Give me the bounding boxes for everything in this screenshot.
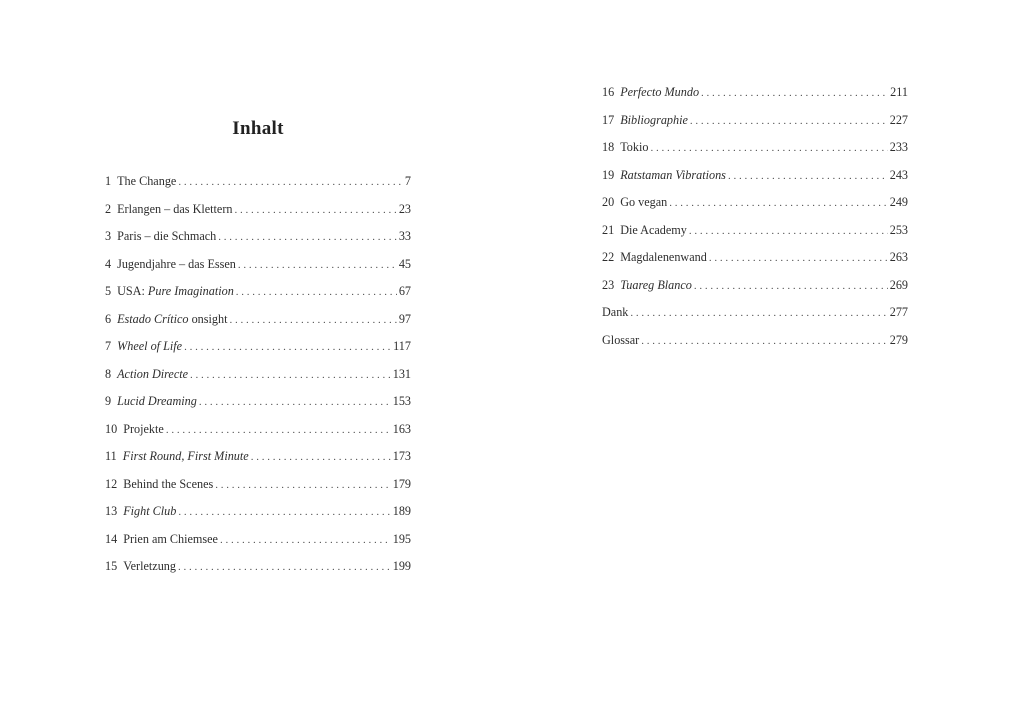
toc-list-left: [105, 170, 411, 583]
toc-entry[interactable]: [602, 136, 908, 164]
chapter-number: 11: [105, 449, 117, 463]
chapter-title: [123, 528, 218, 550]
chapter-number: 16: [602, 85, 615, 99]
chapter-number: 21: [602, 222, 615, 237]
chapter-title: [620, 109, 688, 131]
chapter-number: 2: [105, 201, 112, 216]
toc-entry[interactable]: [105, 280, 411, 308]
page-number: 243: [889, 167, 908, 182]
dot-leader: [178, 501, 390, 523]
toc-entry[interactable]: [105, 170, 411, 198]
page-number: 279: [889, 332, 908, 347]
chapter-title: [117, 280, 234, 302]
chapter-title: [117, 198, 232, 220]
dot-leader: [694, 275, 888, 297]
chapter-title: [123, 445, 249, 467]
chapter-title-suffix: onsight: [188, 311, 228, 326]
toc-entry[interactable]: [105, 555, 411, 583]
chapter-title-text: Magdalenenwand: [620, 250, 707, 264]
dot-leader: [728, 165, 888, 187]
chapter-title-text: Jugendjahre – das Essen: [117, 256, 236, 271]
chapter-number: 22: [602, 250, 615, 264]
toc-list-right: [602, 81, 908, 356]
page-number: 131: [392, 366, 411, 381]
chapter-title-text: First Round, First Minute: [122, 449, 249, 463]
chapter-title-text: Erlangen – das Klettern: [117, 201, 233, 216]
chapter-title: [123, 500, 176, 522]
chapter-title-text: Dank: [602, 305, 629, 319]
chapter-title: [117, 253, 236, 275]
dot-leader: [229, 309, 396, 331]
page-number: 23: [398, 201, 411, 216]
page-number: 233: [889, 140, 908, 154]
toc-heading: Inhalt: [232, 118, 284, 139]
page-number: 153: [392, 394, 411, 408]
dot-leader: [199, 391, 391, 413]
toc-entry[interactable]: [105, 198, 411, 226]
dot-leader: [220, 529, 391, 551]
chapter-title-text: Tokio: [620, 140, 649, 154]
page-number: 97: [398, 311, 411, 326]
chapter-title-prefix: USA:: [117, 284, 148, 298]
page-number: 195: [392, 531, 411, 546]
toc-entry[interactable]: [105, 473, 411, 501]
chapter-number: 23: [602, 277, 615, 292]
chapter-title: [620, 246, 707, 268]
chapter-number: 12: [105, 476, 118, 491]
chapter-title: [620, 191, 667, 213]
toc-entry[interactable]: [105, 308, 411, 336]
chapter-title-text: Tuareg Blanco: [620, 277, 692, 292]
dot-leader: [215, 474, 390, 496]
dot-leader: [689, 220, 888, 242]
dot-leader: [630, 302, 887, 324]
chapter-number: 5: [105, 284, 112, 298]
chapter-title: [117, 335, 182, 357]
toc-entry[interactable]: [105, 225, 411, 253]
chapter-number: 9: [105, 394, 112, 408]
dot-leader: [238, 254, 397, 276]
page-number: 7: [404, 174, 411, 188]
chapter-title: [620, 219, 687, 241]
dot-leader: [650, 137, 887, 159]
page-number: 199: [392, 559, 411, 573]
toc-entry[interactable]: [105, 253, 411, 281]
toc-entry[interactable]: [105, 335, 411, 363]
chapter-title: [620, 164, 726, 186]
chapter-title: [123, 555, 176, 577]
dot-leader: [236, 281, 397, 303]
chapter-title-text: Pure Imagination: [147, 284, 234, 298]
toc-entry[interactable]: [602, 329, 908, 357]
toc-entry[interactable]: [602, 164, 908, 192]
chapter-title: [620, 274, 692, 296]
chapter-number: 8: [105, 366, 112, 381]
chapter-title-text: Lucid Dreaming: [117, 394, 197, 408]
toc-entry[interactable]: [602, 219, 908, 247]
page-number: 211: [890, 85, 908, 99]
toc-entry[interactable]: [602, 246, 908, 274]
page-number: 45: [398, 256, 411, 271]
chapter-title-text: Fight Club: [123, 504, 177, 518]
toc-entry[interactable]: [105, 390, 411, 418]
toc-entry[interactable]: [602, 81, 908, 109]
chapter-title-text: Wheel of Life: [117, 339, 183, 353]
page-number: 277: [889, 305, 908, 319]
dot-leader: [190, 364, 391, 386]
chapter-title: [620, 136, 648, 158]
chapter-title: [123, 418, 164, 440]
chapter-title-text: The Change: [117, 174, 177, 188]
chapter-title: [117, 390, 197, 412]
chapter-number: 13: [105, 504, 118, 518]
chapter-title: [117, 170, 176, 192]
page-number: 33: [398, 229, 411, 243]
chapter-title: [602, 301, 628, 323]
dot-leader: [669, 192, 887, 214]
chapter-title-text: Prien am Chiemsee: [123, 531, 218, 546]
chapter-title: [123, 473, 213, 495]
chapter-title-text: Die Academy: [620, 222, 687, 237]
chapter-title-text: Projekte: [123, 421, 164, 436]
page-number: 249: [889, 195, 908, 209]
chapter-title: [620, 81, 699, 103]
page-number: 163: [392, 421, 411, 436]
toc-entry[interactable]: [105, 528, 411, 556]
dot-leader: [251, 446, 391, 468]
chapter-number: 17: [602, 112, 615, 127]
dot-leader: [218, 226, 397, 248]
dot-leader: [641, 330, 887, 352]
chapter-number: 14: [105, 531, 118, 546]
chapter-title-text: Bibliographie: [620, 112, 688, 127]
dot-leader: [709, 247, 888, 269]
toc-entry[interactable]: [602, 109, 908, 137]
page-number: 173: [392, 449, 411, 463]
toc-entry[interactable]: [602, 274, 908, 302]
page-number: 227: [889, 112, 908, 127]
page-number: 117: [393, 339, 411, 353]
chapter-title-text: Go vegan: [620, 195, 668, 209]
chapter-title-text: Action Directe: [117, 366, 189, 381]
chapter-number: 19: [602, 167, 615, 182]
page-number: 189: [392, 504, 411, 518]
toc-entry[interactable]: [105, 500, 411, 528]
chapter-title-text: Estado Crítico: [117, 311, 189, 326]
dot-leader: [166, 419, 391, 441]
toc-entry[interactable]: [602, 301, 908, 329]
chapter-title: [117, 308, 227, 330]
chapter-number: 20: [602, 195, 615, 209]
dot-leader: [701, 82, 888, 104]
chapter-number: 4: [105, 256, 112, 271]
dot-leader: [184, 336, 391, 358]
chapter-number: 10: [105, 421, 118, 436]
chapter-title-text: Behind the Scenes: [123, 476, 214, 491]
chapter-number: 6: [105, 311, 112, 326]
chapter-title: [117, 225, 216, 247]
chapter-title-text: Ratstaman Vibrations: [620, 167, 726, 182]
toc-entry[interactable]: [105, 363, 411, 391]
chapter-title-text: Perfecto Mundo: [620, 85, 700, 99]
chapter-title: [602, 329, 639, 351]
dot-leader: [178, 171, 403, 193]
chapter-number: 1: [105, 174, 112, 188]
chapter-number: 15: [105, 559, 118, 573]
chapter-number: 7: [105, 339, 112, 353]
chapter-title-text: Verletzung: [123, 559, 176, 573]
dot-leader: [178, 556, 391, 578]
toc-entry[interactable]: [105, 445, 411, 473]
dot-leader: [235, 199, 397, 221]
chapter-title-text: Glossar: [602, 332, 640, 347]
toc-entry[interactable]: [105, 418, 411, 446]
page-number: 179: [392, 476, 411, 491]
page-number: 67: [398, 284, 411, 298]
chapter-title: [117, 363, 188, 385]
page-number: 263: [889, 250, 908, 264]
toc-entry[interactable]: [602, 191, 908, 219]
page-number: 269: [889, 277, 908, 292]
dot-leader: [690, 110, 888, 132]
chapter-title-text: Paris – die Schmach: [117, 229, 217, 243]
chapter-number: 3: [105, 229, 112, 243]
page-number: 253: [889, 222, 908, 237]
chapter-number: 18: [602, 140, 615, 154]
